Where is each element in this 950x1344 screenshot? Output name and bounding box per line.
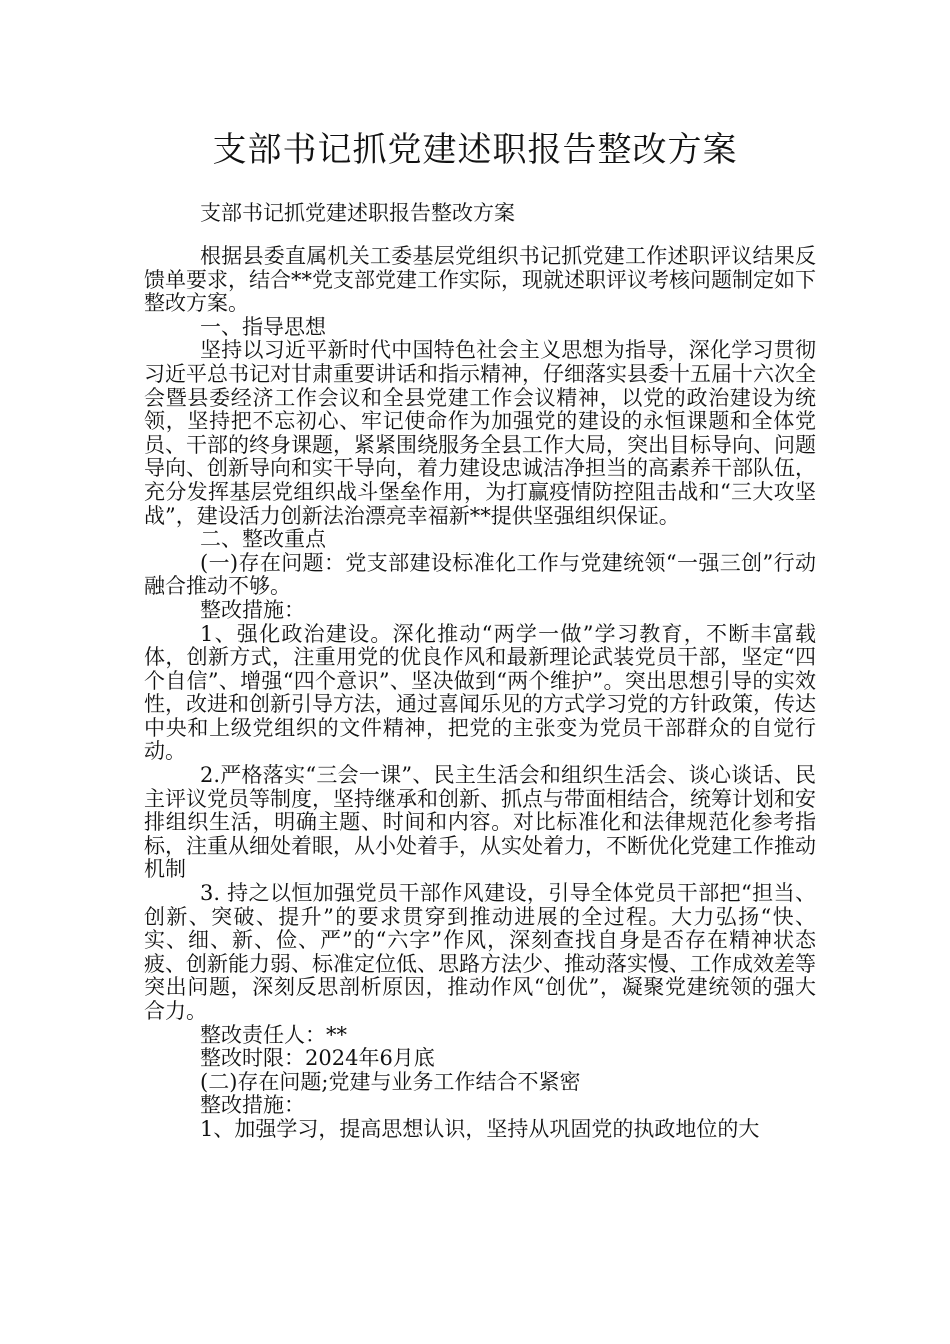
deadline-line: 整改时限：2024年6月底 [200, 1046, 435, 1071]
section-heading-guiding-ideology: 一、指导思想 [200, 314, 326, 339]
measure-two-paragraph: 2.严格落实“三会一课”、民主生活会和组织生活会、谈心谈话、民主评议党员等制度，坚持继承和创新、抓点与带面相结合，统筹计划和安排组织生活，明确主题、时间和内容。对比标准化和法律规范化参考指标，注重从细处着眼，从小处着手，从实处着力，不断优化党建工作推动机制 [144, 763, 816, 882]
problem-two-paragraph: (二)存在问题;党建与业务工作结合不紧密 [200, 1069, 581, 1094]
responsible-person-line: 整改责任人：** [200, 1022, 347, 1047]
document-body [144, 245, 816, 1142]
guiding-ideology-paragraph: 坚持以习近平新时代中国特色社会主义思想为指导，深化学习贯彻习近平总书记对甘肃重要讲话和指示精神，仔细落实县委十五届十六次全会暨县委经济工作会议和全县党建工作会议精神，以党的政治建设为统领，坚持把不忘初心、牢记使命作为加强党的建设的永恒课题和全体党员、干部的终身课题，紧紧围绕服务全县工作大局，突出目标导向、问题导向、创新导向和实干导向，着力建设忠诚洁净担当的高素养干部队伍，充分发挥基层党组织战斗堡垒作用，为打赢疫情防控阻击战和“三大攻坚战”，建设活力创新法治漂亮幸福新**提供坚强组织保证。 [144, 338, 816, 528]
measures-label-two: 整改措施： [200, 1093, 305, 1118]
measure-two-one-paragraph: 1、加强学习，提高思想认识，坚持从巩固党的执政地位的大 [200, 1116, 760, 1141]
intro-paragraph: 根据县委直属机关工委基层党组织书记抓党建工作述职评议结果反馈单要求，结合**党支部党建工作实际，现就述职评议考核问题制定如下整改方案。 [144, 244, 816, 316]
section-heading-rectification-focus: 二、整改重点 [200, 527, 326, 552]
measures-label: 整改措施： [200, 597, 305, 622]
measure-one-paragraph: 1、强化政治建设。深化推动“两学一做”学习教育，不断丰富载体，创新方式，注重用党的优良作风和最新理论武装党员干部，坚定“四个自信”、增强“四个意识”、坚决做到“两个维护”。突出思想引导的实效性，改进和创新引导方法，通过喜闻乐见的方式学习党的方针政策，传达中央和上级党组织的文件精神，把党的主张变为党员干部群众的自觉行动。 [144, 621, 816, 764]
measure-three-paragraph: 3. 持之以恒加强党员干部作风建设，引导全体党员干部把“担当、创新、突破、提升”的要求贯穿到推动进展的全过程。大力弘扬“快、实、细、新、俭、严”的“六字”作风，深刻查找自身是否存在精神状态疲、创新能力弱、标准定位低、思路方法少、推动落实慢、工作成效差等突出问题，深刻反思剖析原因，推动作风“创优”，凝聚党建统领的强大合力。 [144, 881, 816, 1023]
problem-one-paragraph: (一)存在问题：党支部建设标准化工作与党建统领“一强三创”行动融合推动不够。 [144, 550, 816, 599]
document-subtitle: 支部书记抓党建述职报告整改方案 [200, 201, 515, 225]
document-title: 支部书记抓党建述职报告整改方案 [212, 130, 738, 170]
